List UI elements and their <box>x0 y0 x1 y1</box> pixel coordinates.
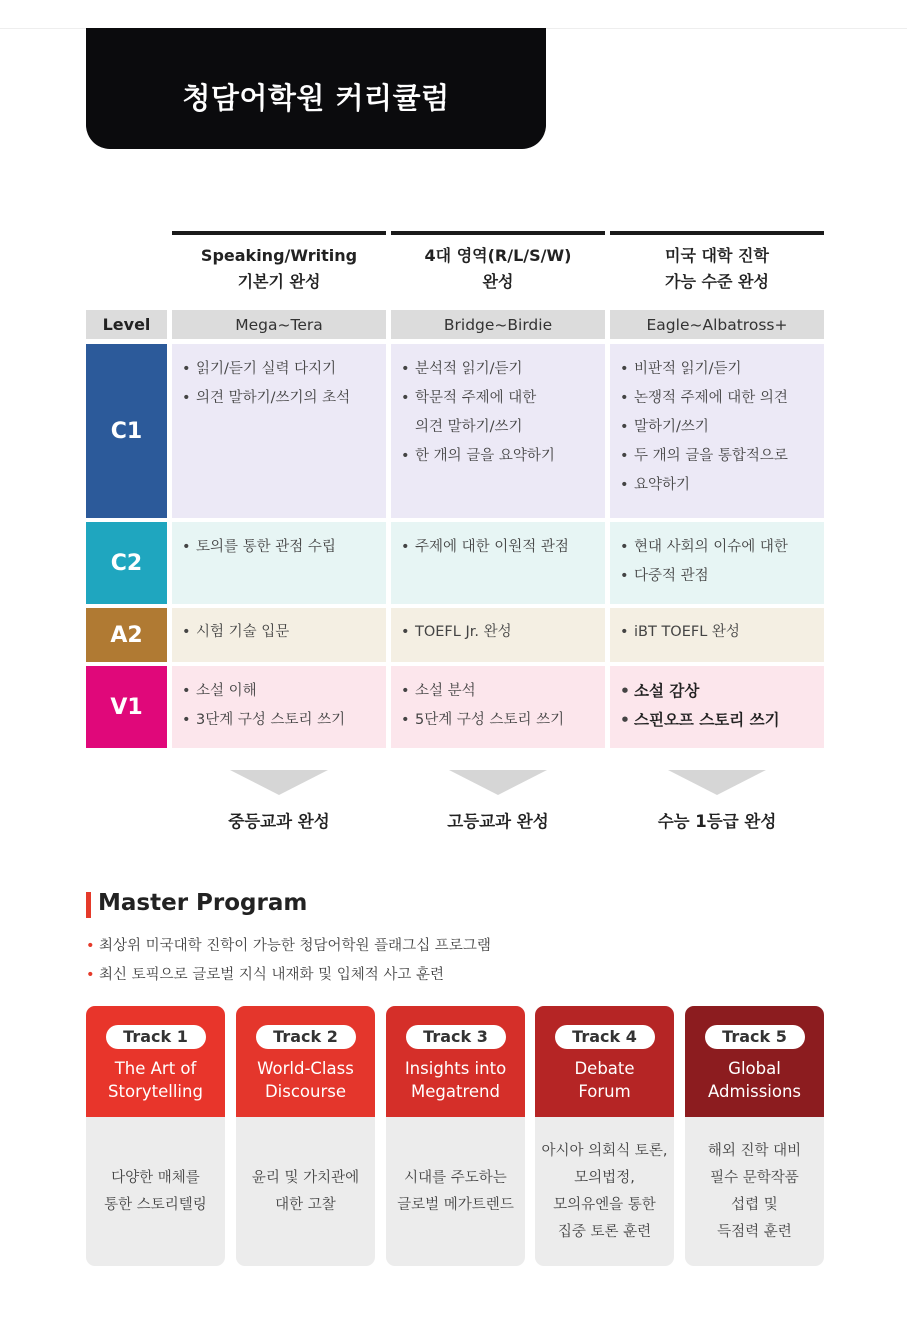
track-name <box>685 1057 824 1103</box>
column-heading-line: 4대 영역(R/L/S/W) <box>424 246 572 265</box>
track-card <box>535 1006 674 1266</box>
track-card <box>236 1006 375 1266</box>
column-heading-line: 미국 대학 진학 <box>665 246 769 265</box>
level-badge-c1: C1 <box>86 344 167 518</box>
column-heading <box>391 243 605 295</box>
track-description-line: 해외 진학 대비 <box>707 1142 802 1159</box>
track-description <box>685 1117 824 1266</box>
track-name-line: The Art of <box>114 1059 197 1078</box>
track-description-line: 아시아 의회식 토론, <box>541 1142 668 1159</box>
master-bullets <box>86 932 491 990</box>
curriculum-cell <box>172 666 386 748</box>
curriculum-cell <box>391 522 605 604</box>
cell-item: • 비판적 읽기/듣기 <box>620 355 816 384</box>
cell-item: • 학문적 주제에 대한 <box>401 384 597 413</box>
track-description-line: 모의법정, <box>574 1169 635 1186</box>
down-arrow-icon <box>449 770 547 795</box>
track-name-line: Global <box>728 1059 781 1078</box>
track-name-line: Discourse <box>264 1082 347 1101</box>
track-name <box>236 1057 375 1103</box>
curriculum-cell <box>391 608 605 662</box>
cell-item: • 요약하기 <box>620 471 816 500</box>
track-label: Track 4 <box>555 1025 655 1049</box>
down-arrow-icon <box>668 770 766 795</box>
track-description-line: 통한 스토리텔링 <box>104 1196 207 1213</box>
cell-item: • 주제에 대한 이원적 관점 <box>401 533 597 562</box>
level-range: Mega~Tera <box>172 310 386 339</box>
cell-item: • 분석적 읽기/듣기 <box>401 355 597 384</box>
down-arrow-icon <box>230 770 328 795</box>
track-description-line: 대한 고찰 <box>275 1196 336 1213</box>
master-accent-bar <box>86 892 91 918</box>
curriculum-cell <box>172 608 386 662</box>
cell-item: • 소설 분석 <box>401 677 597 706</box>
level-badge-a2: A2 <box>86 608 167 662</box>
track-header <box>535 1006 674 1117</box>
column-result: 고등교과 완성 <box>447 812 549 831</box>
track-name <box>386 1057 525 1103</box>
cell-item: • 논쟁적 주제에 대한 의견 <box>620 384 816 413</box>
curriculum-cell <box>172 344 386 518</box>
track-name-line: Insights into <box>404 1059 507 1078</box>
cell-item: • 소설 감상 <box>620 677 816 706</box>
level-header: Level <box>86 310 167 339</box>
track-header <box>236 1006 375 1117</box>
cell-item: • 시험 기술 입문 <box>182 618 378 647</box>
track-name-line: Admissions <box>707 1082 802 1101</box>
page-title: 청담어학원 커리큘럼 <box>182 81 450 115</box>
curriculum-cell <box>610 666 824 748</box>
track-description-line: 집중 토론 훈련 <box>557 1223 652 1240</box>
level-range: Eagle~Albatross+ <box>610 310 824 339</box>
track-description-line: 필수 문학작품 <box>710 1169 799 1186</box>
title-banner <box>86 28 546 149</box>
track-description <box>535 1117 674 1266</box>
cell-item: • 읽기/듣기 실력 다지기 <box>182 355 378 384</box>
track-label: Track 3 <box>406 1025 506 1049</box>
column-heading-line: 완성 <box>482 272 514 291</box>
column-heading-line: 가능 수준 완성 <box>665 272 769 291</box>
cell-item: • 한 개의 글을 요약하기 <box>401 442 597 471</box>
track-description-line: 글로벌 메가트렌드 <box>397 1196 514 1213</box>
track-label: Track 2 <box>256 1025 356 1049</box>
column-heading-line: Speaking/Writing <box>200 246 358 265</box>
track-header <box>86 1006 225 1117</box>
cell-item: • 다중적 관점 <box>620 562 816 591</box>
column-top-bar <box>391 231 605 235</box>
track-description-line: 득점력 훈련 <box>717 1223 792 1240</box>
curriculum-cell <box>391 344 605 518</box>
track-name-line: World-Class <box>257 1059 354 1078</box>
curriculum-cell <box>610 522 824 604</box>
column-top-bar <box>172 231 386 235</box>
track-card <box>685 1006 824 1266</box>
column-result: 중등교과 완성 <box>228 812 330 831</box>
level-badge-c2: C2 <box>86 522 167 604</box>
curriculum-cell <box>391 666 605 748</box>
track-label: Track 5 <box>705 1025 805 1049</box>
cell-item: • 토의를 통한 관점 수립 <box>182 533 378 562</box>
track-header <box>386 1006 525 1117</box>
track-name <box>86 1057 225 1103</box>
track-card <box>386 1006 525 1266</box>
cell-item: • 3단계 구성 스토리 쓰기 <box>182 706 378 735</box>
master-title: Master Program <box>98 890 308 916</box>
track-card <box>86 1006 225 1266</box>
cell-item: • 말하기/쓰기 <box>620 413 816 442</box>
cell-item: 의견 말하기/쓰기 <box>415 419 523 435</box>
track-name-line: Debate <box>574 1059 635 1078</box>
track-description-line: 섭렵 및 <box>731 1196 778 1213</box>
curriculum-cell <box>610 608 824 662</box>
cell-item: • 소설 이해 <box>182 677 378 706</box>
cell-item: • TOEFL Jr. 완성 <box>401 618 597 647</box>
track-description-line: 시대를 주도하는 <box>404 1169 507 1186</box>
master-bullet: • 최신 토픽으로 글로벌 지식 내재화 및 입체적 사고 훈련 <box>86 961 491 990</box>
column-heading <box>610 243 824 295</box>
cell-item: • 현대 사회의 이슈에 대한 <box>620 533 816 562</box>
track-description <box>386 1117 525 1266</box>
track-description-line: 윤리 및 가치관에 <box>251 1169 360 1186</box>
master-bullet: • 최상위 미국대학 진학이 가능한 청담어학원 플래그십 프로그램 <box>86 932 491 961</box>
cell-item: • 5단계 구성 스토리 쓰기 <box>401 706 597 735</box>
level-range: Bridge~Birdie <box>391 310 605 339</box>
cell-item: • 의견 말하기/쓰기의 초석 <box>182 384 378 413</box>
track-name-line: Storytelling <box>108 1082 203 1101</box>
track-label: Track 1 <box>106 1025 206 1049</box>
track-description-line: 다양한 매체를 <box>111 1169 200 1186</box>
curriculum-cell <box>610 344 824 518</box>
track-description <box>86 1117 225 1266</box>
column-heading <box>172 243 386 295</box>
column-top-bar <box>610 231 824 235</box>
cell-item: • 스핀오프 스토리 쓰기 <box>620 706 816 735</box>
cell-item: • iBT TOEFL 완성 <box>620 618 816 647</box>
track-name-line: Forum <box>578 1082 631 1101</box>
track-description <box>236 1117 375 1266</box>
track-name-line: Megatrend <box>411 1082 500 1101</box>
level-badge-v1: V1 <box>86 666 167 748</box>
column-result: 수능 1등급 완성 <box>657 812 777 831</box>
curriculum-cell <box>172 522 386 604</box>
track-description-line: 모의유엔을 통한 <box>553 1196 656 1213</box>
cell-item: • 두 개의 글을 통합적으로 <box>620 442 816 471</box>
track-name <box>535 1057 674 1103</box>
track-header <box>685 1006 824 1117</box>
column-heading-line: 기본기 완성 <box>237 272 321 291</box>
